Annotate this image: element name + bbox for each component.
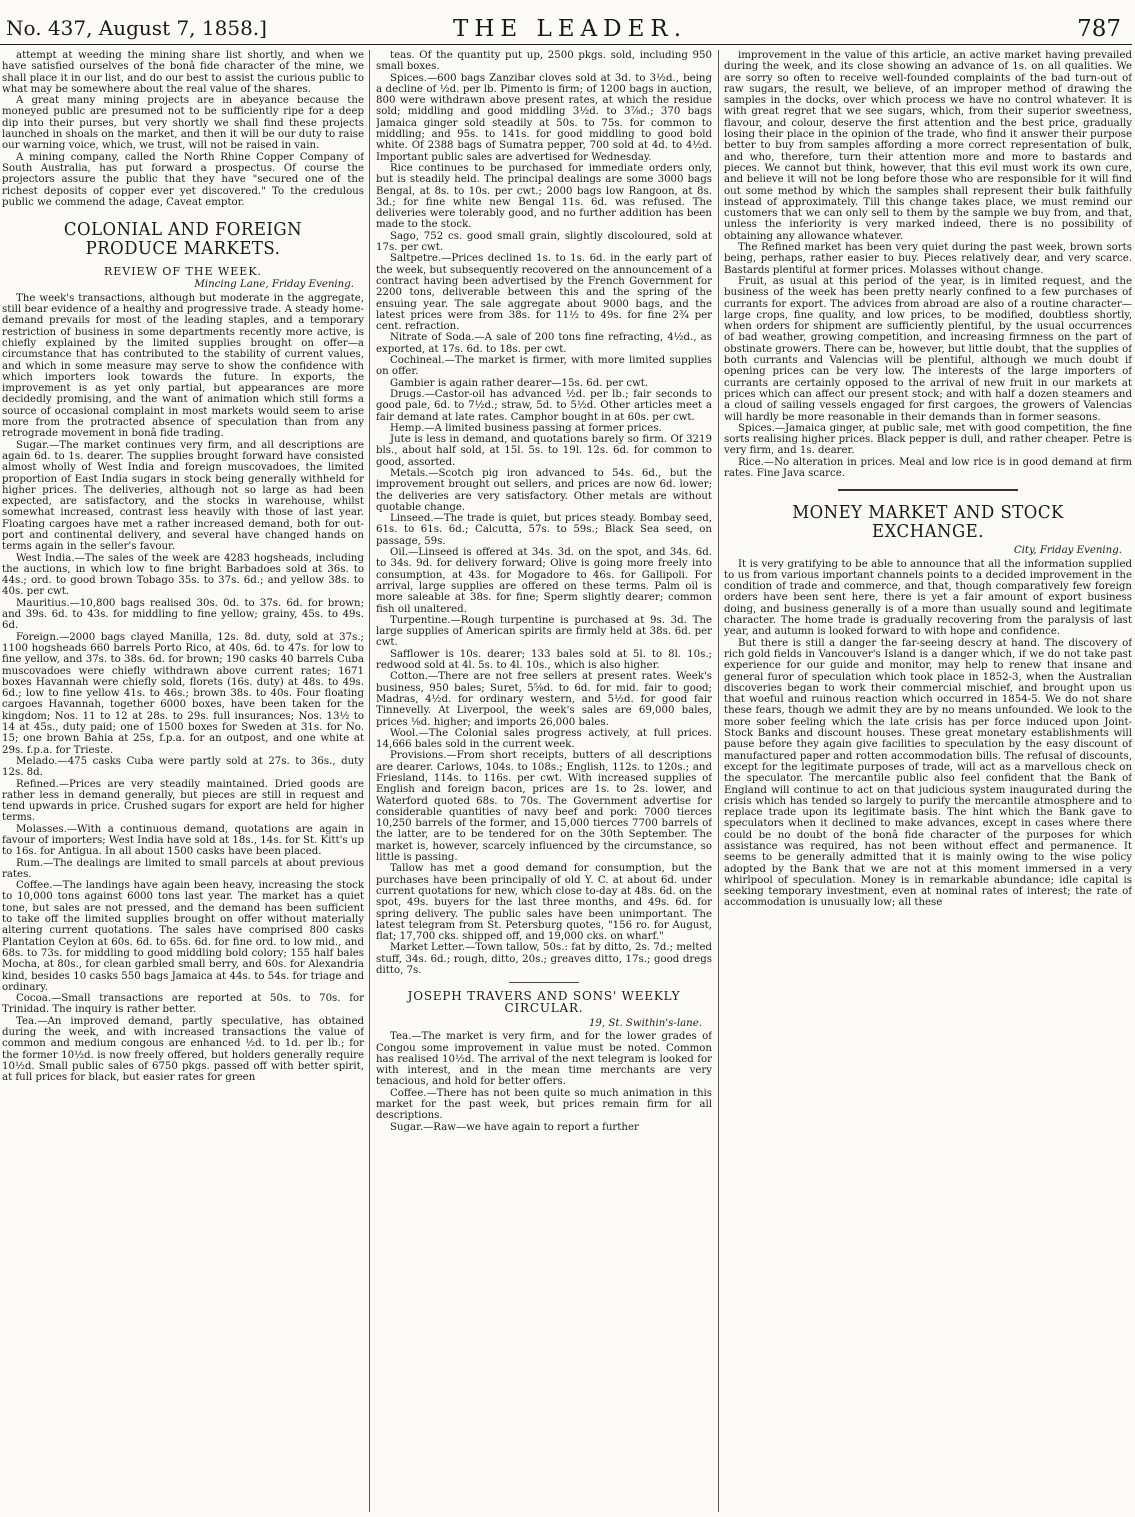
paragraph: Spices.—600 bags Zanzibar cloves sold at 3d. to 3½d., being a decline of ½d. per lb. Pimento is firm; of 1200 bags in auction, 800 were withdrawn above present rates, at which the residue sold; middling and good middling 3½d. to 3⅞d.; 370 bags Jamaica ginger sold steadily at 50s. to 75s. for common to middling; and 95s. to 141s. for good middling to good bold white. Of 2388 bags of Sumatra pepper, 700 sold at 4d. to 4½d. Important public sales are advertised for Wednesday.: [376, 72, 712, 163]
header-rule: [0, 44, 1132, 45]
paragraph: West India.—The sales of the week are 4283 hogsheads, including the auctions, in which low to fine bright Barbadoes sold at 36s. to 44s.; ord. to good brown Tobago 35s. to 37s. 6d.; and yellow 38s. to 40s. per cwt.: [2, 552, 364, 598]
paragraph: Rice continues to be purchased for immediate orders only, but is steadily held. The principal dealings are some 3000 bags Bengal, at 8s. to 10s. per cwt.; 2000 bags low Rangoon, at 8s. 3d.; for fine white new Bengal 11s. 6d. was refused. The deliveries were tolerably good, and no further addition has been made to the stock.: [376, 162, 712, 231]
paragraph: Rice.—No alteration in prices. Meal and low rice is in good demand at firm rates. Fine Java scarce.: [724, 456, 1132, 479]
newspaper-title: THE LEADER.: [452, 16, 688, 42]
paragraph: Fruit, as usual at this period of the year, is in limited request, and the business of the week has been pretty nearly confined to a few purchases of currants for export. The advices from abroad are also of a routine character—large crops, fine quality, and low prices, to be modified, doubtless shortly, when orders for shipment are sufficiently plentiful, by the usual occurrences of bad weather, growing competition, and increasing firmness on the part of obstinate growers. There can be, however, but little doubt, that the supplies of both currants and Valencias will be plentiful, although we much doubt if opening prices can be very low. The interests of the large importers of currants are certainly opposed to the arrival of new fruit in our markets at prices which can affect our present stock; and with half a dozen steamers and a cloud of sailing vessels engaged for first cargoes, the growers of Valencias will hardly be more reasonable in their demands than in former seasons.: [724, 275, 1132, 423]
paragraph: Melado.—475 casks Cuba were partly sold at 27s. to 36s., duty 12s. 8d.: [2, 755, 364, 779]
circular-continued: [724, 50, 1132, 479]
paragraph: Coffee.—The landings have again been heavy, increasing the stock to 10,000 tons against 6000 tons last year. The market has a quiet tone, but sales are not pressed, and the demand has been sufficient to take off the limited supplies brought on offer without materially altering current quotations. The sales have comprised 800 casks Plantation Ceylon at 60s. 6d. to 65s. 6d. for fine ord. to low mid., and 68s. to 73s. for middling to good middling bold colory; 155 half bales Mocha, at 80s., for clean garbled small berry, and 60s. for Alexandria kind, besides 10 casks 550 bags Jamaica at 44s. to 54s. for triage and ordinary.: [2, 880, 364, 993]
paragraph: Safflower is 10s. dearer; 133 bales sold at 5l. to 8l. 10s.; redwood sold at 4l. 5s. to 4l. 10s., which is also higher.: [376, 648, 712, 672]
paragraph: Cocoa.—Small transactions are reported at 50s. to 70s. for Trinidad. The inquiry is rather better.: [2, 993, 364, 1016]
paragraph: Gambier is again rather dearer—15s. 6d. per cwt.: [390, 377, 649, 389]
section-rule: [509, 982, 579, 983]
money-market-heading: MONEY MARKET AND STOCK EXCHANGE.: [792, 502, 1064, 543]
produce-markets-heading: COLONIAL AND FOREIGN PRODUCE MARKETS.: [63, 219, 303, 260]
paragraph: But there is still a danger the far-seeing descry at hand. The discovery of rich gold fields in Vancouver's Island is a danger which, if we do not take past experience for our guide and monitor, may help to renew that insane and general furor of speculation which took place in 1852-3, when the Australian discoveries began to work their commercial mischief, and brought upon us that woeful and ruinous reaction which occurred in 1854-5. We do not share these fears, though we admit they are by no means unfounded. We look to the more sober feeling which the late crisis has per force induced upon Joint-Stock Banks and discount houses. These great monetary establishments will pause before they again give facilities to speculation by the easy discount of manufactured paper and rotten accommodation bills. The refusal of discounts, except for the legitimate purposes of trade, will act as a marvellous check on the speculator. The mercantile public also feel confident that the Bank of England will continue to act on that judicious system inaugurated during the crisis which has tended so largely to purify the mercantile atmosphere and to replace trade upon its legitimate basis. The hint which the Bank gave to speculators when it declined to make advances, except in cases where there could be no doubt of the bonâ fide character of the purposes for which assistance was required, has not been without effect and permanence. It seems to be generally admitted that it is mainly owing to the wise policy adopted by the Bank that we are not at this moment immersed in a very whirlpool of speculation. Money is in remarkable abundance; idle capital is seeking temporary investment, even at nominal rates of interest; the rate of accommodation is unusually low; all these: [724, 637, 1132, 909]
paragraph: Mauritius.—10,800 bags realised 30s. 0d. to 37s. 6d. for brown; and 39s. 6d. to 43s. for middling to fine yellow; grainy, 45s. to 49s. 6d.: [2, 597, 364, 632]
paragraph: A mining company, called the North Rhine Copper Company of South Australia, has put forward a prospectus. Of course the projectors assure the public that they have "secured one of the richest deposits of copper ever yet discovered." To the credulous public we commend the adage, Caveat emptor.: [2, 151, 364, 208]
column-divider: [718, 50, 719, 1512]
dateline: Mincing Lane, Friday Evening.: [194, 279, 354, 291]
paragraph: Sago, 752 cs. good small grain, slightly discoloured, sold at 17s. per cwt.: [376, 230, 712, 254]
section-rule: [838, 489, 1018, 491]
paragraph: Drugs.—Castor-oil has advanced ½d. per lb.; fair seconds to good pale, 6d. to 7½d.; straw, 5d. to 5½d. Other articles meet a fair demand at late rates. Camphor bought in at 60s. per cwt.: [376, 388, 712, 423]
travers-circular: [376, 1031, 712, 1133]
page-header: [0, 10, 1135, 44]
paragraph: Saltpetre.—Prices declined 1s. to 1s. 6d. in the early part of the week, but subsequently recovered on the announcement of a contract having been advertised by the French Government for 2200 tons, deliverable between this and the spring of the ensuing year. The sale aggregate about 9000 bags, and the latest prices were from 38s. for 11½ to 49s. for fine 2¾ per cent. refraction.: [376, 253, 712, 333]
column-1: [2, 50, 364, 1512]
paragraph: teas. Of the quantity put up, 2500 pkgs. sold, including 950 small boxes.: [376, 50, 712, 73]
intro-article: [2, 50, 364, 208]
paragraph: Oil.—Linseed is offered at 34s. 3d. on the spot, and 34s. 6d. to 34s. 9d. for delivery forward; Olive is going more freely into consumption, at 43s. for Mogadore to 46s. for Gallipoli. For arrival, large supplies are offered on these terms. Palm oil is more saleable at 38s. for fine; Sperm slightly dearer; common fish oil unaltered.: [376, 547, 712, 615]
travers-circular-heading: JOSEPH TRAVERS AND SONS' WEEKLY CIRCULAR.: [407, 989, 681, 1015]
dateline: City, Friday Evening.: [1013, 545, 1122, 557]
paragraph: Tea.—An improved demand, partly speculative, has obtained during the week, and with increased transactions the value of common and medium congous are enhanced ½d. to 1d. per lb.; for the former 10½d. is now freely offered, but holders generally require 10½d. Small public sales of 6750 pkgs. passed off with better spirit, at full prices for black, but easier rates for green: [2, 1015, 364, 1084]
paragraph: Provisions.—From short receipts, butters of all descriptions are dearer. Carlows, 104s. to 108s.; English, 112s. to 120s.; and Friesland, 114s. to 116s. per cwt. With increased supplies of English and foreign bacon, prices are 1s. to 2s. lower, and Waterford quoted 68s. to 70s. The Government advertise for considerable quantities of navy beef and pork: 7000 tierces 10,250 barrels of the former, and 15,000 tierces 7700 barrels of the latter, are to be tendered for on the 30th September. The market is, however, scarcely influenced by the circumstance, so little is passing.: [376, 750, 712, 864]
column-2: [376, 50, 712, 1512]
review-subheading: REVIEW OF THE WEEK.: [103, 265, 263, 279]
column-3: [724, 50, 1132, 1512]
paragraph: Refined.—Prices are very steadily maintained. Dried goods are rather less in demand generally, but pieces are still in request and tend upwards in price. Crushed sugars for export are held for higher terms.: [2, 778, 364, 824]
paragraph: Molasses.—With a continuous demand, quotations are again in favour of importers; West India have sold at 18s., 14s. for St. Kitt's up to 16s. for Antigua. In all about 1500 casks have been placed.: [2, 823, 364, 858]
paragraph: Wool.—The Colonial sales progress actively, at full prices. 14,666 bales sold in the current week.: [376, 727, 712, 751]
paragraph: attempt at weeding the mining share list shortly, and when we have satisfied ourselves of the bonâ fide character of the mine, we shall place it in our list, and do our best to assist the curious public to what may be somewhere about the real value of the shares.: [2, 50, 364, 95]
paragraph: Nitrate of Soda.—A sale of 200 tons fine refracting, 4½d., as exported, at 17s. 6d. to 18s. per cwt.: [376, 332, 712, 355]
paragraph: Tea.—The market is very firm, and for the lower grades of Congou some improvement in value must be noted. Common has realised 10½d. The arrival of the next telegram is looked for with interest, and in the mean time merchants are very tenacious, and hold for better offers.: [376, 1031, 712, 1088]
paragraph: Market Letter.—Town tallow, 50s.: fat by ditto, 2s. 7d.; melted stuff, 34s. 6d.; rough, ditto, 20s.; greaves ditto, 17s.; good dregs ditto, 7s.: [376, 942, 712, 977]
money-market-article: [724, 559, 1132, 909]
page-number: 787: [1077, 16, 1121, 42]
paragraph: Sugar.—Raw—we have again to report a further: [390, 1121, 639, 1133]
paragraph: Rum.—The dealings are limited to small parcels at about previous rates.: [2, 857, 364, 880]
paragraph: Coffee.—There has not been quite so much animation in this market for the past week, but prices remain firm for all descriptions.: [376, 1087, 712, 1122]
paragraph: improvement in the value of this article, an active market having prevailed during the week, and its close showing an advance of 1s. on all qualities. We are sorry so often to receive well-founded complaints of the bad turn-out of raw sugars, the result, we believe, of an improper method of drawing the samples in the docks, over which process we have no control whatever. It is with great regret that we see sugars, which, from their superior sweetness, flavour, and colour, deserve the first attention and the best price, gradually losing their place in the opinion of the trade, who find it answer their purpose better to buy from samples affording a more correct representation of bulk, and who, therefore, turn their attention more and more to bastards and pieces. We cannot but think, however, that this evil must work its own cure, and believe it will not be long before those who are responsible for it will find out some method by which the samples shall represent their bulk faithfully instead of approximately. Till this change takes place, we must remind our customers that we can only sell to them by the sample we buy from, and that, unless the inferiority is very marked indeed, there is no possibility of obtaining any allowance whatever.: [724, 50, 1132, 242]
paragraph: Metals.—Scotch pig iron advanced to 54s. 6d., but the improvement brought out sellers, and prices are now 6d. lower; the deliveries are very satisfactory. Other metals are without quotable change.: [376, 467, 712, 513]
paragraph: Jute is less in demand, and quotations barely so firm. Of 3219 bls., about half sold, at 15l. 5s. to 19l. 12s. 6d. for common to good, assorted.: [376, 434, 712, 468]
paragraph: The week's transactions, although but moderate in the aggregate, still bear evidence of a healthy and progressive trade. A steady home-demand prevails for most of the leading staples, and a temporary restriction of business in some departments recently more active, is chiefly explained by the limited supplies brought on offer—a circumstance that has contributed to the stability of current values, and which in some measure may serve to show the confidence with which importers look towards the future. In exports, the improvement is as yet only partial, but appearances are more decidedly promising, and the want of animation which still forms a source of occasional complaint in most markets would seem to arise more from the protracted absence of speculation than from any retrograde movement in bonâ fide trading.: [2, 292, 364, 440]
issue-info: No. 437, August 7, 1858.]: [6, 16, 267, 40]
paragraph: A great many mining projects are in abeyance because the moneyed public are presumed not to be sufficiently ripe for a deep dip into their purses, but very shortly we shall find these projects launched in shoals on the market, and then it will be our duty to raise our warning voice, which, we trust, will not be raised in vain.: [2, 95, 364, 152]
paragraph: Sugar.—The market continues very firm, and all descriptions are again 6d. to 1s. dearer. The supplies brought forward have consisted almost wholly of West India and foreign muscovadoes, the limited proportion of East India sugars in stock being generally withheld for higher prices. The deliveries, although not so large as had been expected, are satisfactory, and the stocks in warehouse, whilst somewhat increased, contrast less heavily with those of last year. Floating cargoes have met a rather increased demand, both for out-port and continental delivery, and several have changed hands on terms again in the seller's favour.: [2, 439, 364, 553]
column-divider: [369, 50, 370, 1512]
paragraph: Spices.—Jamaica ginger, at public sale, met with good competition, the fine sorts realising higher prices. Black pepper is dull, and rather cheaper. Petre is very firm, and 1s. dearer.: [724, 422, 1132, 457]
paragraph: The Refined market has been very quiet during the past week, brown sorts being, perhaps, rather easier to buy. Pieces relatively dear, and very scarce. Bastards plentiful at former prices. Molasses without change.: [724, 242, 1132, 276]
paragraph: Linseed.—The trade is quiet, but prices steady. Bombay seed, 61s. to 61s. 6d.; Calcutta, 57s. to 59s.; Black Sea seed, on passage, 59s.: [376, 513, 712, 547]
paragraph: Turpentine.—Rough turpentine is purchased at 9s. 3d. The large supplies of American spirits are firmly held at 38s. 6d. per cwt.: [376, 614, 712, 649]
paragraph: Hemp.—A limited business passing at former prices.: [390, 422, 662, 434]
paragraph: Cotton.—There are not free sellers at present rates. Week's business, 950 bales; Suret, 5⅝d. to 6d. for mid. fair to good; Madras, 4½d. for ordinary western, and 5½d. for good fair Tinnevelly. At Liverpool, the week's sales are 69,000 bales, prices ⅛d. higher; and imports 26,000 bales.: [376, 671, 712, 728]
produce-article: [2, 293, 364, 1084]
paragraph: Foreign.—2000 bags clayed Manilla, 12s. 8d. duty, sold at 37s.; 1100 hogsheads 660 barrels Porto Rico, at 40s. 6d. to 47s. for low to fine yellow, and 37s. to 38s. 6d. for brown; 190 casks 40 barrels Cuba muscovadoes were chiefly withdrawn above current rates; 1671 boxes Havannah were chiefly sold, florets (16s. duty) at 48s. to 49s. 6d.; low to fine yellow 41s. to 46s.; brown 38s. to 40s. Four floating cargoes Havannah, together 6000 boxes, have been taken for the kingdom; Nos. 11 to 12 at 28s. to 29s. full insurances; Nos. 13½ to 14 at 45s., duty paid; one of 1500 boxes for Sweden at 31s. for No. 15; one brown Bahia at 25s, f.p.a. for an outpost, and one white at 29s. f.p.a. for Trieste.: [2, 631, 364, 756]
paragraph: Tallow has met a good demand for consumption, but the purchases have been principally of old Y. C. at about 6d. under current quotations for new, which close to-day at 48s. 6d. on the spot, 49s. buyers for the last three months, and 49s. 6d. for spring delivery. The public sales have been unimportant. The latest telegram from St. Petersburg quotes, "156 ro. for August, flat; 17,700 cks. shipped off, and 19,000 cks. on wharf.": [376, 863, 712, 943]
paragraph: It is very gratifying to be able to announce that all the information supplied to us from various important channels points to a decided improvement in the condition of trade and commerce, and that, though comparatively few foreign orders have been sent here, there is yet a fair amount of export business doing, and business generally is of a more than usually sound and legitimate character. The home trade is gradually recovering from the paralysis of last year, and autumn is looked forward to with hope and confidence.: [724, 558, 1132, 638]
produce-article-continued: [376, 50, 712, 976]
circular-address: 19, St. Swithin's-lane.: [588, 1017, 702, 1029]
paragraph: Cochineal.—The market is firmer, with more limited supplies on offer.: [376, 355, 712, 378]
